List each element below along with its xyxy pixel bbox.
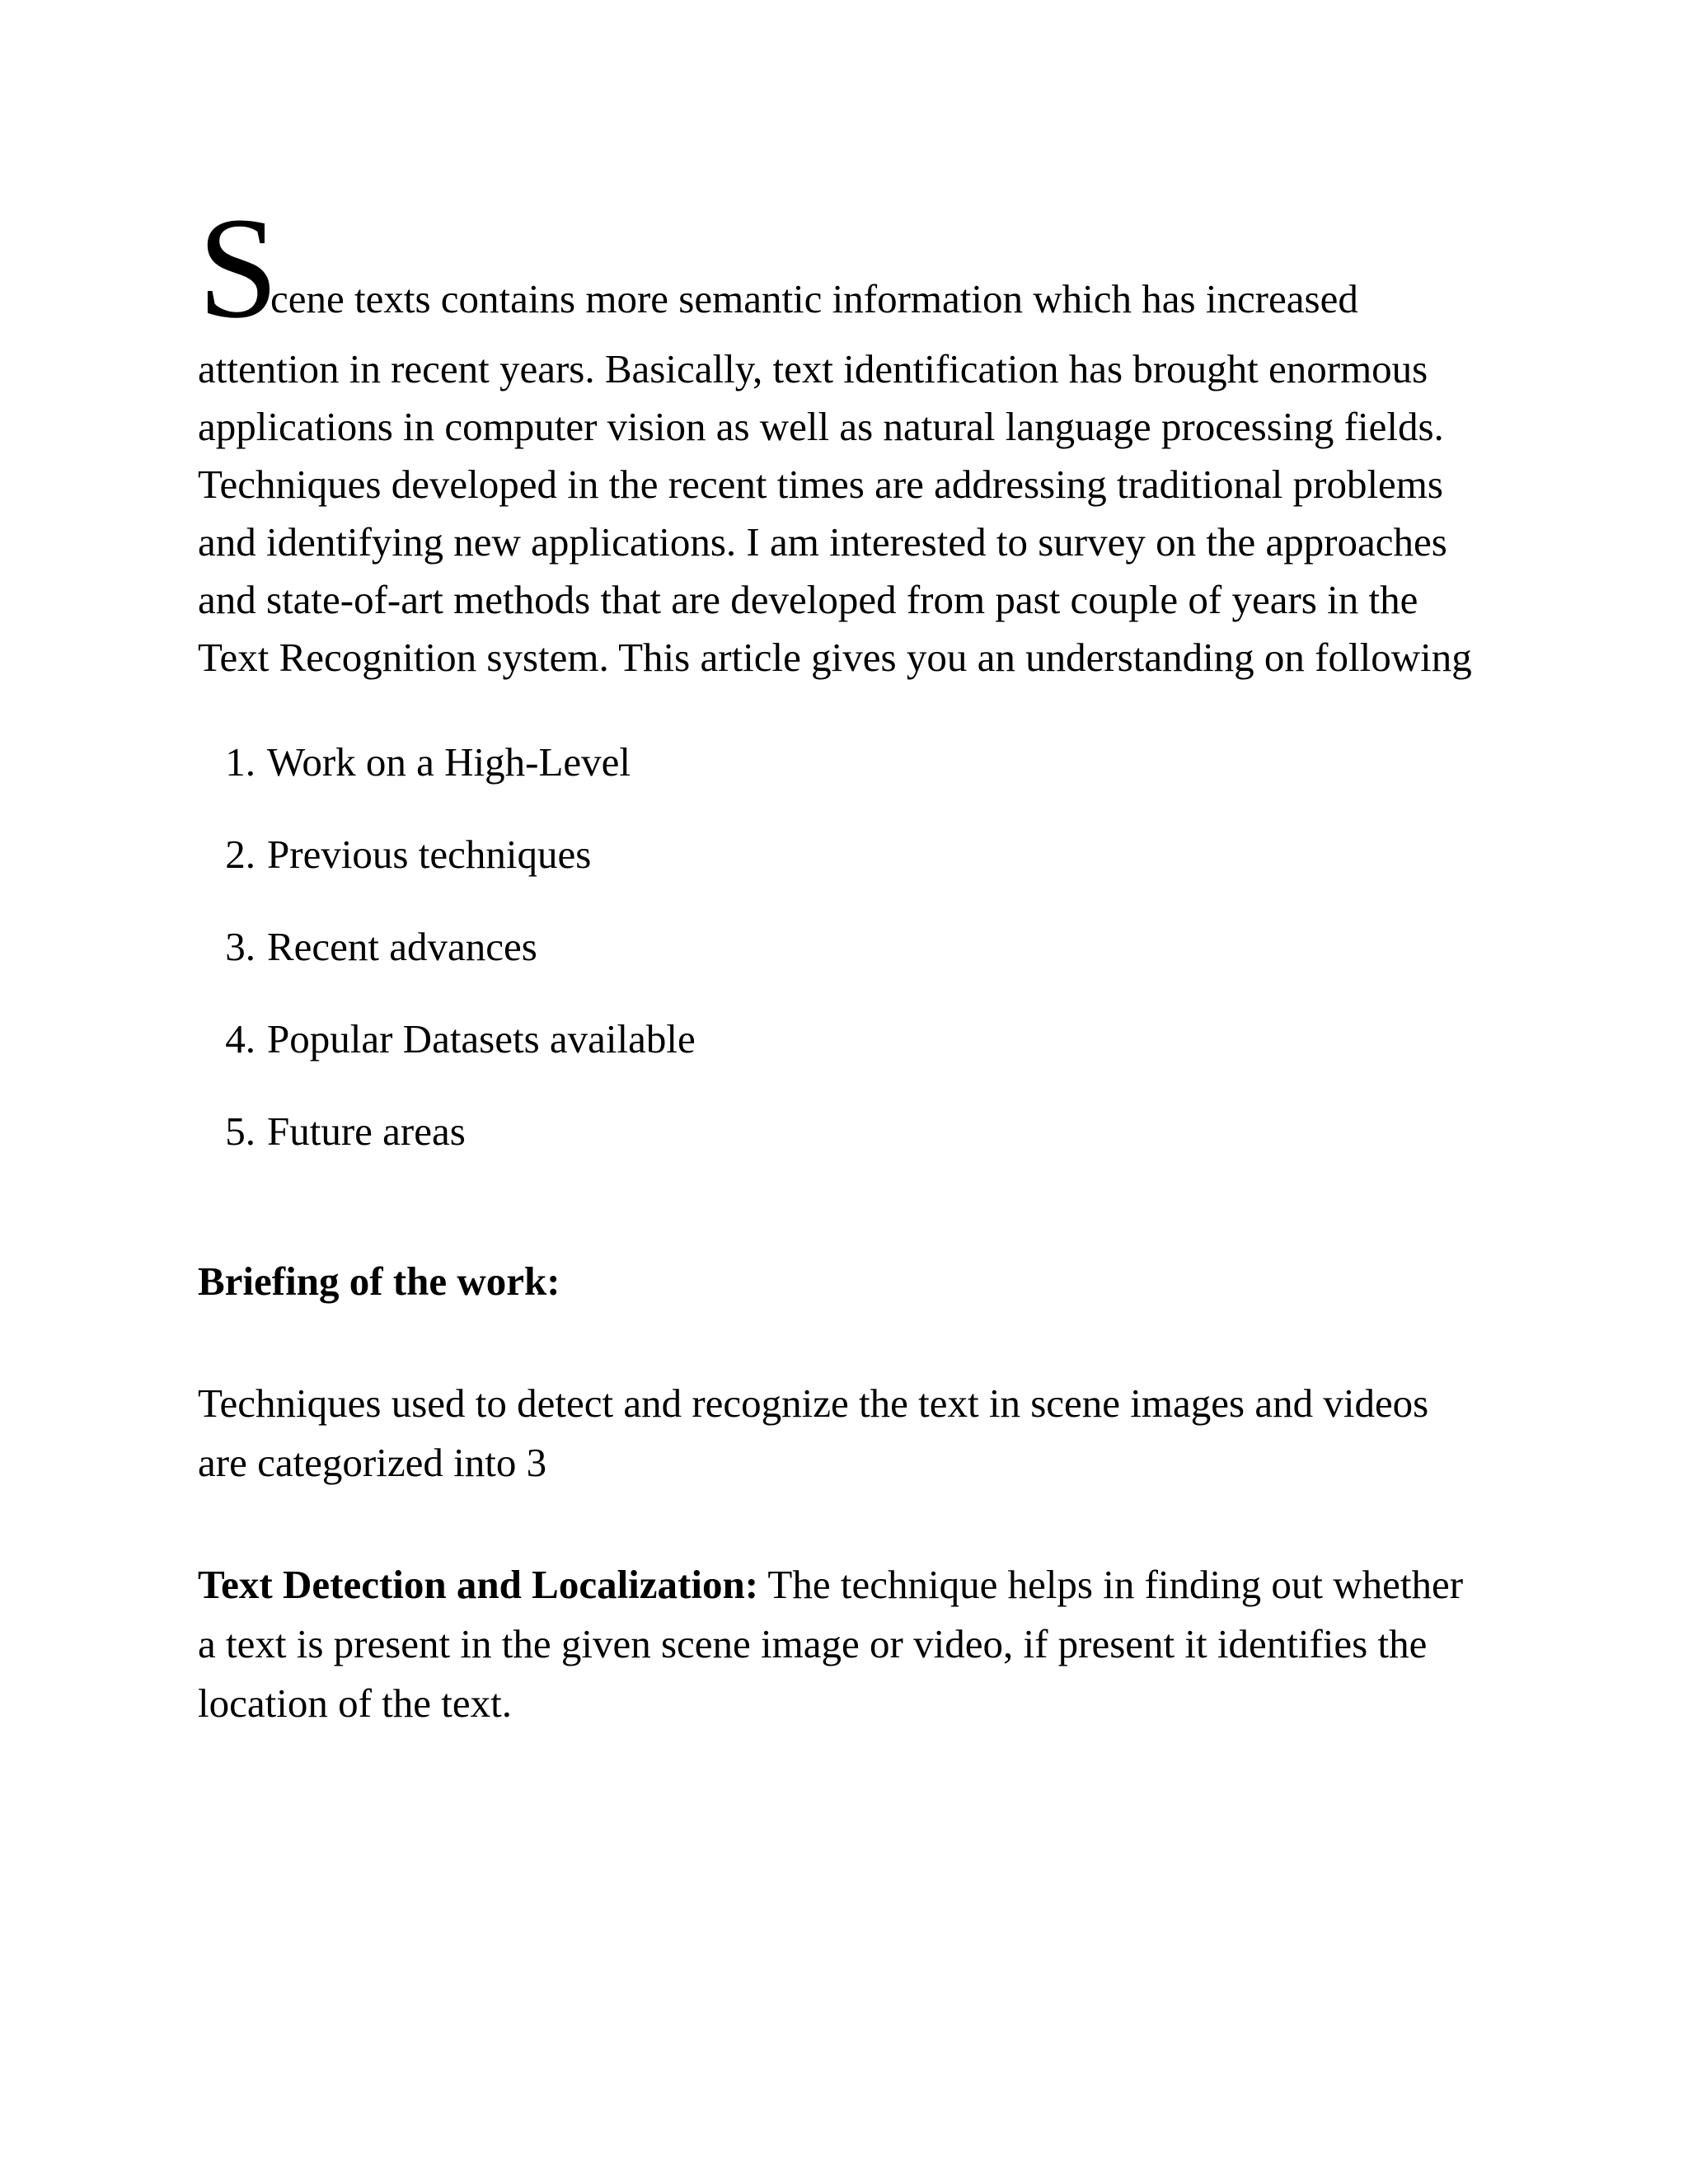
list-item-label: Previous techniques xyxy=(267,832,592,877)
document-content xyxy=(198,188,1484,1733)
drop-cap: S xyxy=(198,188,279,349)
briefing-paragraph: Techniques used to detect and recognize the text in scene images and videos are categorized into 3 xyxy=(198,1380,1429,1485)
intro-first-line-text: cene texts contains more semantic information which has increased xyxy=(270,276,1358,321)
list-item-label: Popular Datasets available xyxy=(267,1016,696,1062)
list-item xyxy=(198,922,1484,1015)
list-item-label: Work on a High-Level xyxy=(267,739,631,785)
list-item xyxy=(198,1015,1484,1107)
list-item-number: 3. xyxy=(225,924,256,969)
list-item-number: 1. xyxy=(225,739,256,785)
detection-text: The technique helps in finding out whether a text is present in the given scene image or video, if present it identifies the location of the text. xyxy=(198,1562,1464,1726)
list-item-number: 2. xyxy=(225,832,256,877)
list-item-number: 4. xyxy=(225,1016,256,1062)
detection-term: Text Detection and Localization: xyxy=(198,1562,759,1607)
detection-paragraph xyxy=(198,1555,1484,1733)
intro-paragraph: attention in recent years. Basically, text identification has brought enormous applications in computer vision as well as natural language processing fields. Techniques developed in the recent times are addressing traditional problems and identifying new applications. I am interested to survey on the approaches and state-of-art methods that are developed from past couple of years in the Text Recognition system. This article gives you an understanding on following xyxy=(198,346,1472,680)
list-item xyxy=(198,1107,1484,1199)
topics-list xyxy=(198,738,1484,1199)
intro-first-line xyxy=(198,188,1484,349)
briefing-heading: Briefing of the work: xyxy=(198,1258,560,1304)
list-item-number: 5. xyxy=(225,1108,256,1154)
list-item xyxy=(198,738,1484,830)
list-item xyxy=(198,830,1484,922)
list-item-label: Future areas xyxy=(267,1108,466,1154)
list-item-label: Recent advances xyxy=(267,924,537,969)
